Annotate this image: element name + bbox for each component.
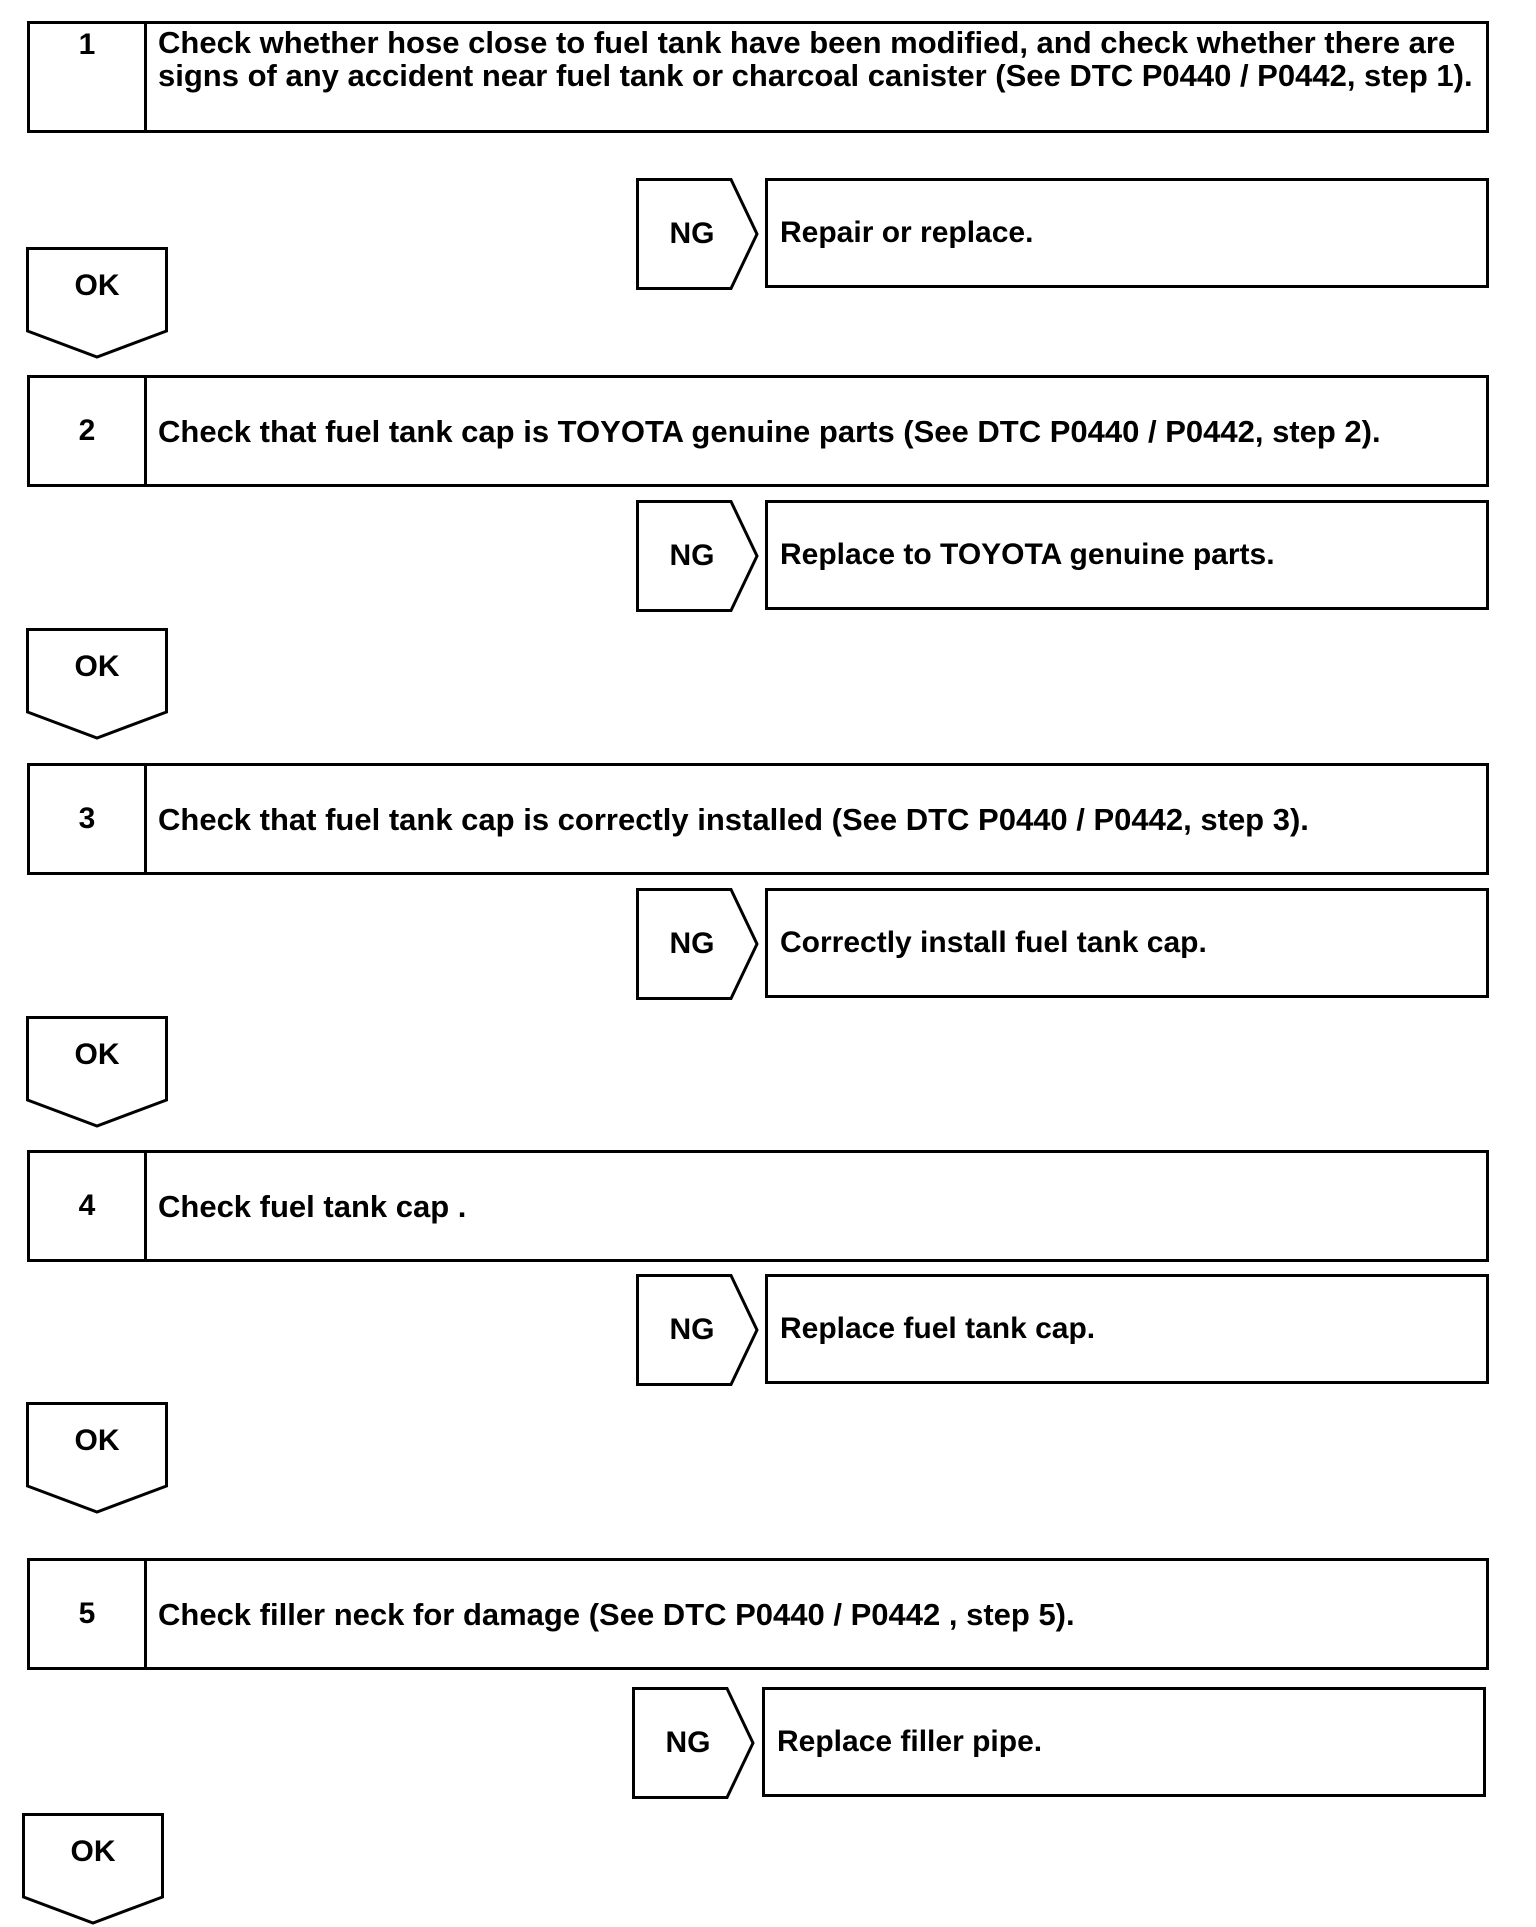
step-2-ng-arrow: [636, 500, 762, 612]
step-4-ng-action: Replace fuel tank cap.: [765, 1274, 1489, 1384]
step-1-ok-label: OK: [74, 269, 120, 302]
step-5-text: Check filler neck for damage (See DTC P0440 / P0442 , step 5).: [158, 1596, 1075, 1632]
step-2-ng-action: Replace to TOYOTA genuine parts.: [765, 500, 1489, 610]
step-1-ng-action: Repair or replace.: [765, 178, 1489, 288]
step-2-ng-label: NG: [669, 539, 715, 572]
step-1-text: Check whether hose close to fuel tank have been modified, and check whether there are signs of any accident near fuel tank or charcoal canister (See DTC P0440 / P0442, step 1).: [158, 25, 1473, 93]
step-3-text: Check that fuel tank cap is correctly installed (See DTC P0440 / P0442, step 3).: [158, 801, 1309, 837]
step-3-ng-label: NG: [669, 927, 715, 960]
step-2-number: 2: [30, 378, 147, 484]
step-3-ok-label: OK: [74, 1038, 120, 1071]
step-3-ng-arrow: [636, 888, 762, 1000]
step-5-ng-label: NG: [665, 1726, 711, 1759]
step-5-ok-label: OK: [70, 1835, 116, 1868]
step-1-ok-arrow: [26, 247, 168, 361]
step-1-ng-arrow: [636, 178, 762, 290]
step-3-ng-action: Correctly install fuel tank cap.: [765, 888, 1489, 998]
step-2-text: Check that fuel tank cap is TOYOTA genuine parts (See DTC P0440 / P0442, step 2).: [158, 413, 1381, 449]
step-3-ok-arrow: [26, 1016, 168, 1130]
step-2-ok-arrow: [26, 628, 168, 742]
step-4-ng-label: NG: [669, 1313, 715, 1346]
step-2-ok-label: OK: [74, 650, 120, 683]
step-4-number: 4: [30, 1153, 147, 1259]
step-3-box: [27, 763, 1489, 875]
step-2-box: [27, 375, 1489, 487]
step-5-box: [27, 1558, 1489, 1670]
step-4-ng-arrow: [636, 1274, 762, 1386]
step-4-ok-arrow: [26, 1402, 168, 1516]
step-4-box: [27, 1150, 1489, 1262]
step-1-number: 1: [30, 24, 147, 130]
step-5-ng-action: Replace filler pipe.: [762, 1687, 1486, 1797]
step-1-box: [27, 21, 1489, 133]
step-1-ng-label: NG: [669, 217, 715, 250]
step-5-number: 5: [30, 1561, 147, 1667]
step-4-ok-label: OK: [74, 1424, 120, 1457]
step-5-ok-arrow: [22, 1813, 164, 1927]
step-3-number: 3: [30, 766, 147, 872]
step-5-ng-arrow: [632, 1687, 758, 1799]
step-4-text: Check fuel tank cap .: [158, 1188, 467, 1224]
